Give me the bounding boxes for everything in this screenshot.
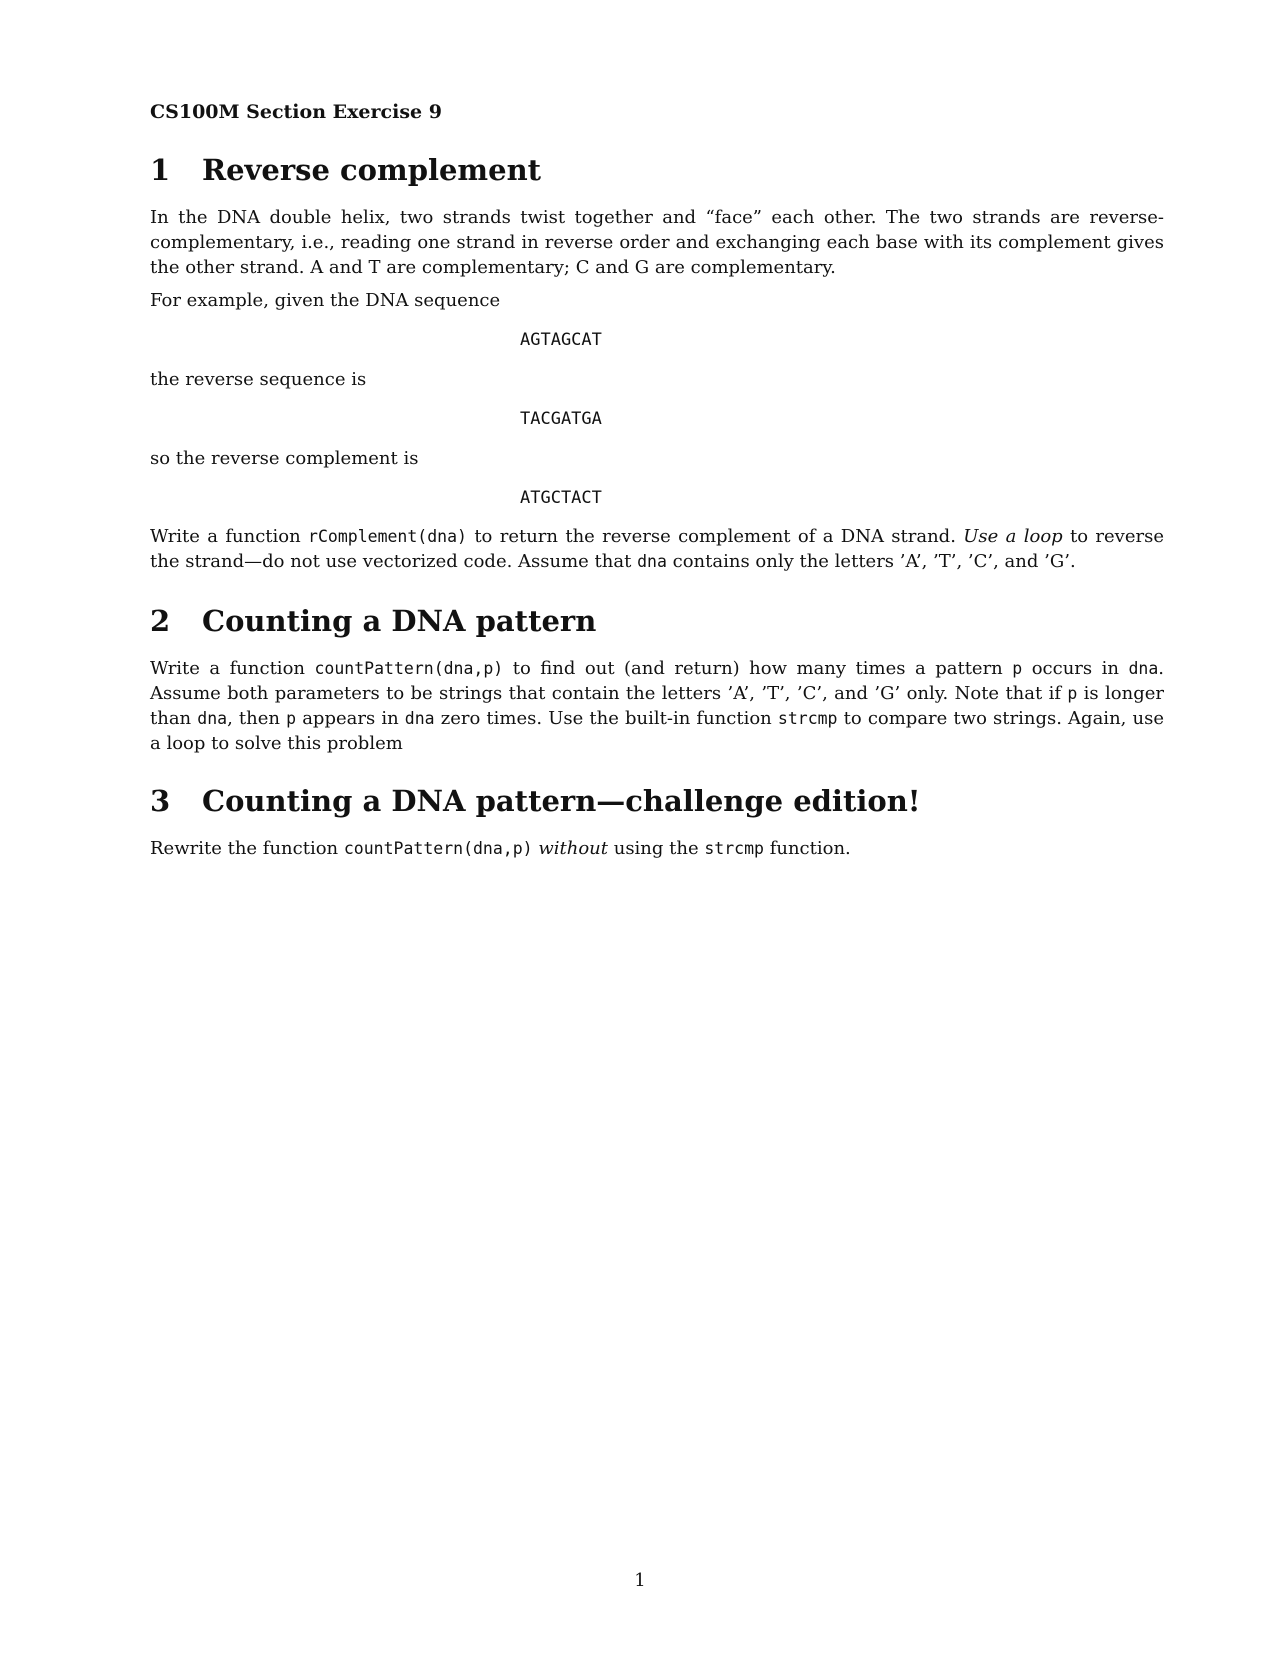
section-2-task: Write a function countPattern(dna,p) to find out (and return) how many times a pattern p occurs in dna. Assume both parameters to be strings that contain the letters ’A’, ’T’, ’C’, and ’G’ only. Note that if p is longer than dna, then p appears in dna zero times. Use the built-in function strcmp to compare two strings. Again, use a loop to solve this problem — [150, 658, 1164, 754]
example-lead-text: For example, given the DNA sequence — [150, 290, 501, 311]
emphasis-without: without — [538, 838, 608, 859]
dna-sequence-reverse: TACGATGA — [520, 409, 602, 429]
section-3-heading — [150, 784, 921, 818]
section-1-title: Reverse complement — [202, 153, 542, 187]
section-2-title: Counting a DNA pattern — [202, 604, 597, 638]
section-2-heading — [150, 604, 596, 638]
code-countpattern: countPattern(dna,p) — [343, 839, 533, 858]
page-number: 1 — [634, 1570, 646, 1591]
dna-sequence-original: AGTAGCAT — [520, 330, 602, 350]
section-2-number: 2 — [150, 604, 171, 638]
emphasis-use-a-loop: Use a loop — [963, 526, 1063, 547]
section-1-heading — [150, 153, 541, 187]
section-3-title: Counting a DNA pattern—challenge edition! — [202, 784, 921, 818]
section-1-intro: In the DNA double helix, two strands twist together and “face” each other. The two strands are reverse-complementary, i.e., reading one strand in reverse order and exchanging each base with its complement gives the other strand. A and T are complementary; C and G are complementary. — [150, 207, 1164, 278]
code-rcomplement: rComplement(dna) — [308, 527, 467, 546]
section-3-number: 3 — [150, 784, 171, 818]
reverse-lead-text: the reverse sequence is — [150, 369, 367, 390]
code-countpattern: countPattern(dna,p) — [314, 659, 504, 678]
course-title: CS100M Section Exercise 9 — [150, 101, 442, 123]
complement-lead-text: so the reverse complement is — [150, 448, 419, 469]
dna-sequence-complement: ATGCTACT — [520, 488, 602, 508]
code-strcmp: strcmp — [777, 709, 838, 728]
section-1-number: 1 — [150, 153, 171, 187]
code-dna: dna — [637, 552, 667, 571]
code-strcmp: strcmp — [704, 839, 764, 858]
section-1-task: Write a function rComplement(dna) to return the reverse complement of a DNA strand. Use a loop to reverse the strand—do not use vectorized code. Assume that dna contains only the letters ’A’, ’T’, ’C’, and ’G’. — [150, 526, 1165, 572]
section-3-task: Rewrite the function countPattern(dna,p) without using the strcmp function. — [150, 838, 851, 859]
